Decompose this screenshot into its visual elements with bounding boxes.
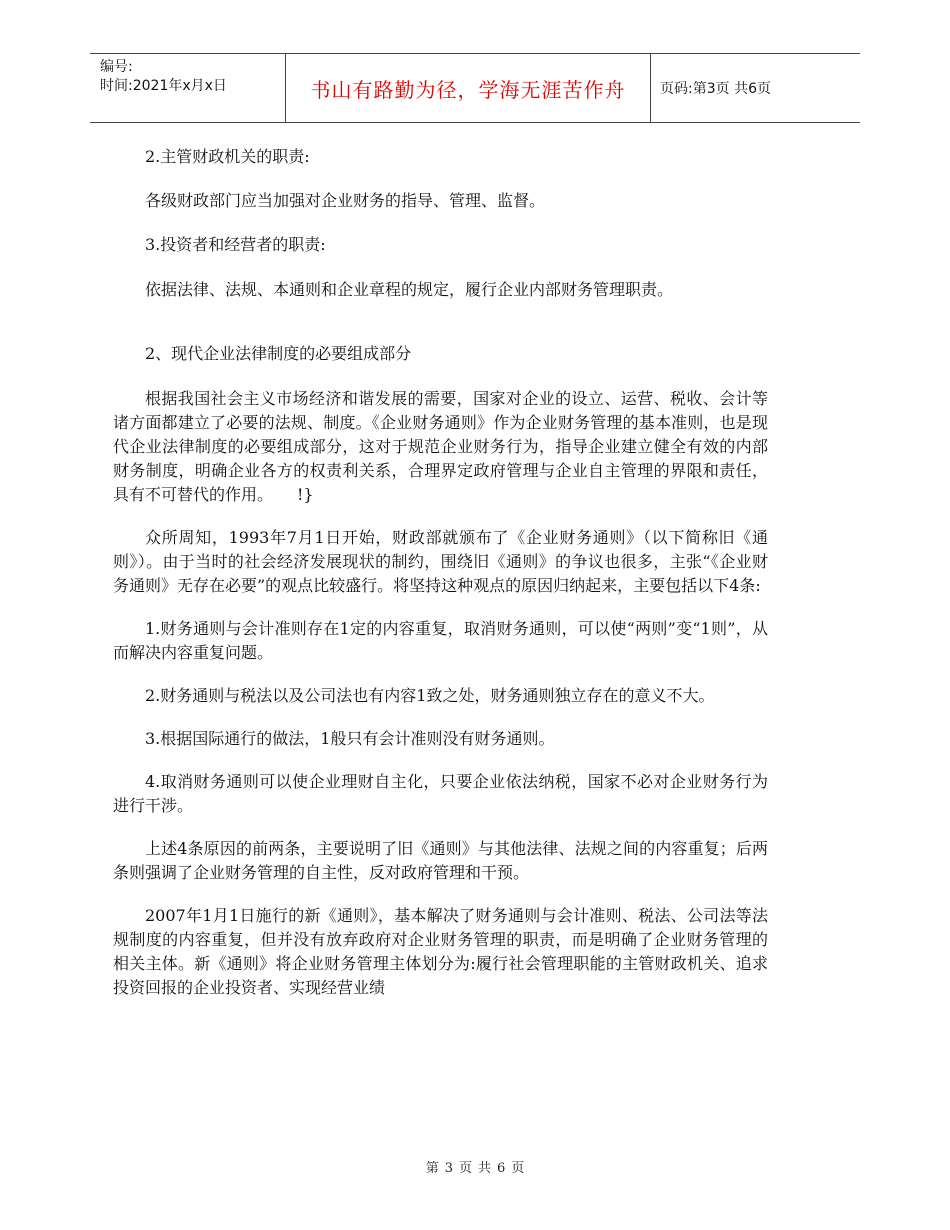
paragraph: 4.取消财务通则可以使企业理财自主化，只要企业依法纳税，国家不必对企业财务行为进行干涉。 bbox=[113, 772, 768, 815]
paragraph: 依据法律、法规、本通则和企业章程的规定，履行企业内部财务管理职责。 bbox=[145, 280, 674, 299]
paragraph: 2.主管财政机关的职责: bbox=[145, 147, 310, 166]
section-heading: 2、现代企业法律制度的必要组成部分 bbox=[145, 344, 412, 363]
paragraph: 3.根据国际通行的做法，1般只有会计准则没有财务通则。 bbox=[145, 729, 555, 748]
paragraph: 2007年1月1日施行的新《通则》，基本解决了财务通则与会计准则、税法、公司法等法规制度的内容重复，但并没有放弃政府对企业财务管理的职责，而是明确了企业财务管理的相关主体。新《通则》将企业财务管理主体划分为:履行社会管理职能的主管财政机关、追求投资回报的企业投资者、实现经营业绩 bbox=[113, 906, 768, 997]
footer-ye: 页 bbox=[511, 1161, 525, 1176]
footer-total-pages: 6 bbox=[497, 1161, 506, 1176]
paragraph: 各级财政部门应当加强对企业财务的指导、管理、监督。 bbox=[145, 191, 546, 210]
time-label: 时间:2021年x月x日 bbox=[100, 78, 227, 94]
footer-page-number: 3 bbox=[444, 1161, 453, 1176]
number-label: 编号: bbox=[100, 59, 133, 75]
header-motto: 书山有路勤为径，学海无涯苦作舟 bbox=[310, 77, 626, 102]
page-footer bbox=[0, 1157, 950, 1176]
paragraph: 3.投资者和经营者的职责: bbox=[145, 235, 326, 254]
header-page-info: 页码:第3页 共6页 bbox=[660, 81, 771, 97]
paragraph: 2.财务通则与税法以及公司法也有内容1致之处，财务通则独立存在的意义不大。 bbox=[145, 686, 715, 705]
header-left bbox=[100, 58, 227, 96]
footer-gong: 共 bbox=[478, 1161, 492, 1176]
paragraph: 1.财务通则与会计准则存在1定的内容重复，取消财务通则，可以使“两则”变“1则”，从而解决内容重复问题。 bbox=[113, 619, 768, 662]
header-divider bbox=[650, 54, 651, 122]
page-header bbox=[90, 53, 860, 123]
paragraph: 上述4条原因的前两条，主要说明了旧《通则》与其他法律、法规之间的内容重复；后两条则强调了企业财务管理的自主性，反对政府管理和干预。 bbox=[113, 839, 768, 882]
paragraph: 众所周知，1993年7月1日开始，财政部就颁布了《企业财务通则》（以下简称旧《通则》）。由于当时的社会经济发展现状的制约，围绕旧《通则》的争议也很多，主张“《企业财务通则》无存在必要”的观点比较盛行。将坚持这种观点的原因归纳起来，主要包括以下4条: bbox=[113, 528, 768, 595]
paragraph: 根据我国社会主义市场经济和谐发展的需要，国家对企业的设立、运营、税收、会计等诸方面都建立了必要的法规、制度。《企业财务通则》作为企业财务管理的基本准则，也是现代企业法律制度的必要组成部分，这对于规范企业财务行为，指导企业建立健全有效的内部财务制度，明确企业各方的权责利关系，合理界定政府管理与企业自主管理的界限和责任，具有不可替代的作用。 !} bbox=[113, 389, 768, 504]
footer-ye: 页 bbox=[458, 1161, 472, 1176]
footer-di: 第 bbox=[425, 1161, 439, 1176]
document-body bbox=[113, 140, 768, 1000]
